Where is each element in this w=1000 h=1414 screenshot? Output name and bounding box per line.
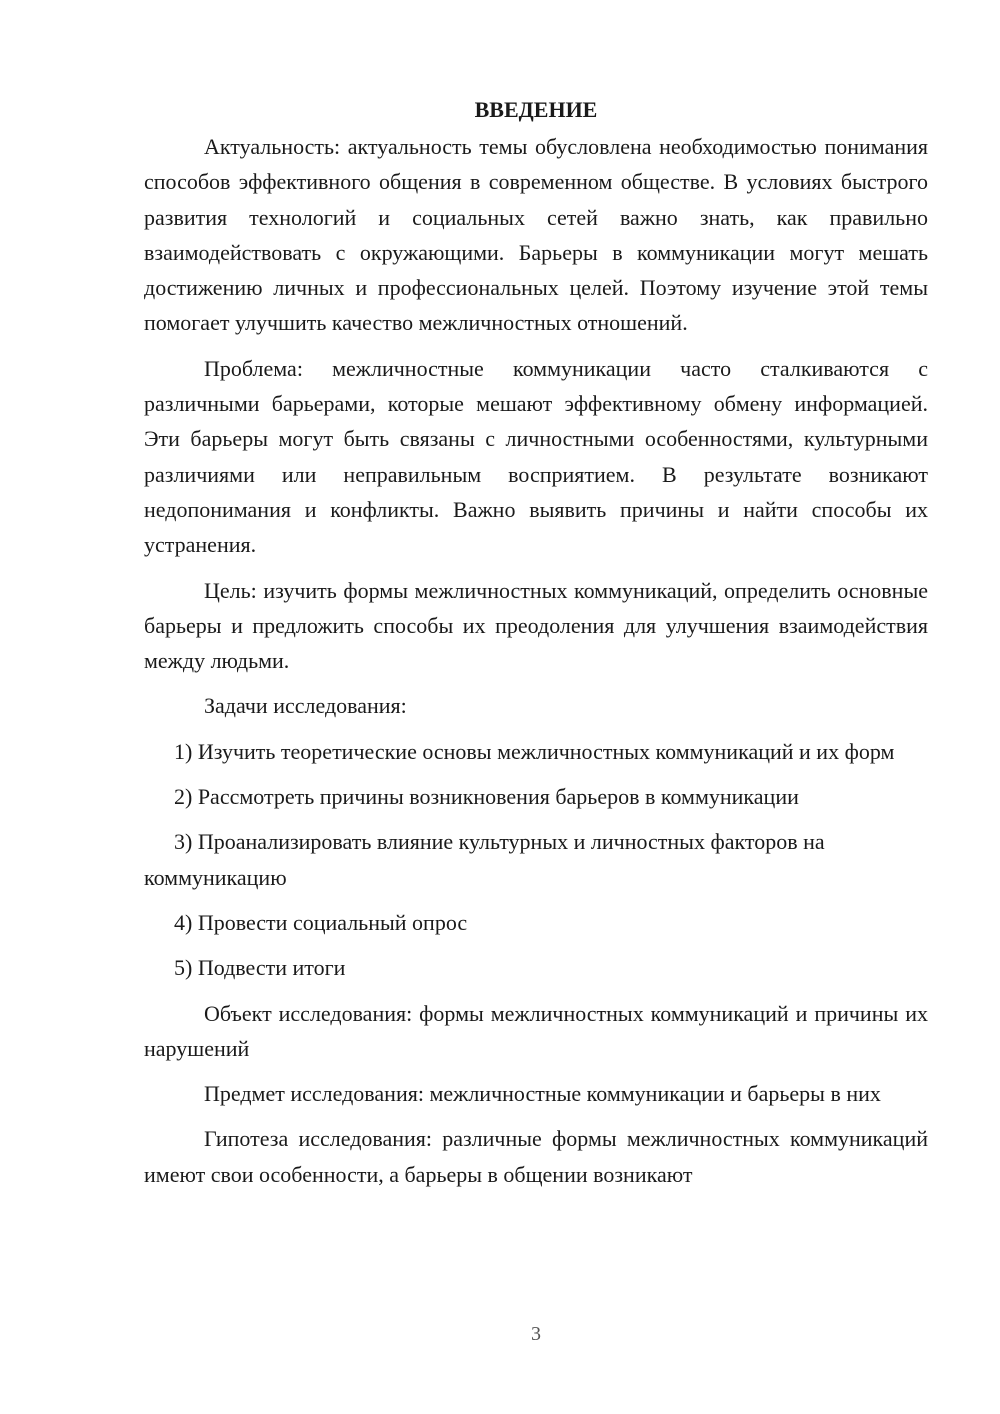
task-item-2: 2) Рассмотреть причины возникновения барьеров в коммуникации xyxy=(174,784,799,810)
paragraph-subject: Предмет исследования: межличностные коммуникации и барьеры в них xyxy=(204,1081,881,1107)
paragraph-hypothesis: Гипотеза исследования: различные формы межличностных коммуникаций имеют свои особенности, а барьеры в общении возникают xyxy=(144,1126,928,1187)
paragraph-object: Объект исследования: формы межличностных коммуникаций и причины их нарушений xyxy=(144,1000,928,1061)
paragraph-goal: Цель: изучить формы межличностных коммуникаций, определить основные барьеры и предложить способы их преодоления для улучшения взаимодействия между людьми. xyxy=(144,577,928,674)
paragraph-relevance: Актуальность: актуальность темы обусловлена необходимостью понимания способов эффективного общения в современном обществе. В условиях быстрого развития технологий и социальных сетей важно знать, как правильно взаимодействовать с окружающими. Барьеры в коммуникации могут мешать достижению личных и профессиональных целей. Поэтому изучение этой темы помогает улучшить качество межличностных отношений. xyxy=(144,134,928,336)
document-page xyxy=(144,92,928,1202)
task-item-5: 5) Подвести итоги xyxy=(174,955,346,981)
task-item-1: 1) Изучить теоретические основы межличностных коммуникаций и их форм xyxy=(174,738,895,764)
task-item-4: 4) Провести социальный опрос xyxy=(174,909,468,935)
task-item-3: 3) Проанализировать влияние культурных и личностных факторов на коммуникацию xyxy=(144,829,825,890)
paragraph-tasks-heading: Задачи исследования: xyxy=(204,693,407,719)
section-title: ВВЕДЕНИЕ xyxy=(474,97,598,122)
paragraph-problem: Проблема: межличностные коммуникации часто сталкиваются с различными барьерами, которые мешают эффективному обмену информацией. Эти барьеры могут быть связаны с личностными особенностями, культурными различиями или неправильным восприятием. В результате возникают недопонимания и конфликты. Важно выявить причины и найти способы их устранения. xyxy=(144,355,928,558)
page-number: 3 xyxy=(531,1323,541,1345)
